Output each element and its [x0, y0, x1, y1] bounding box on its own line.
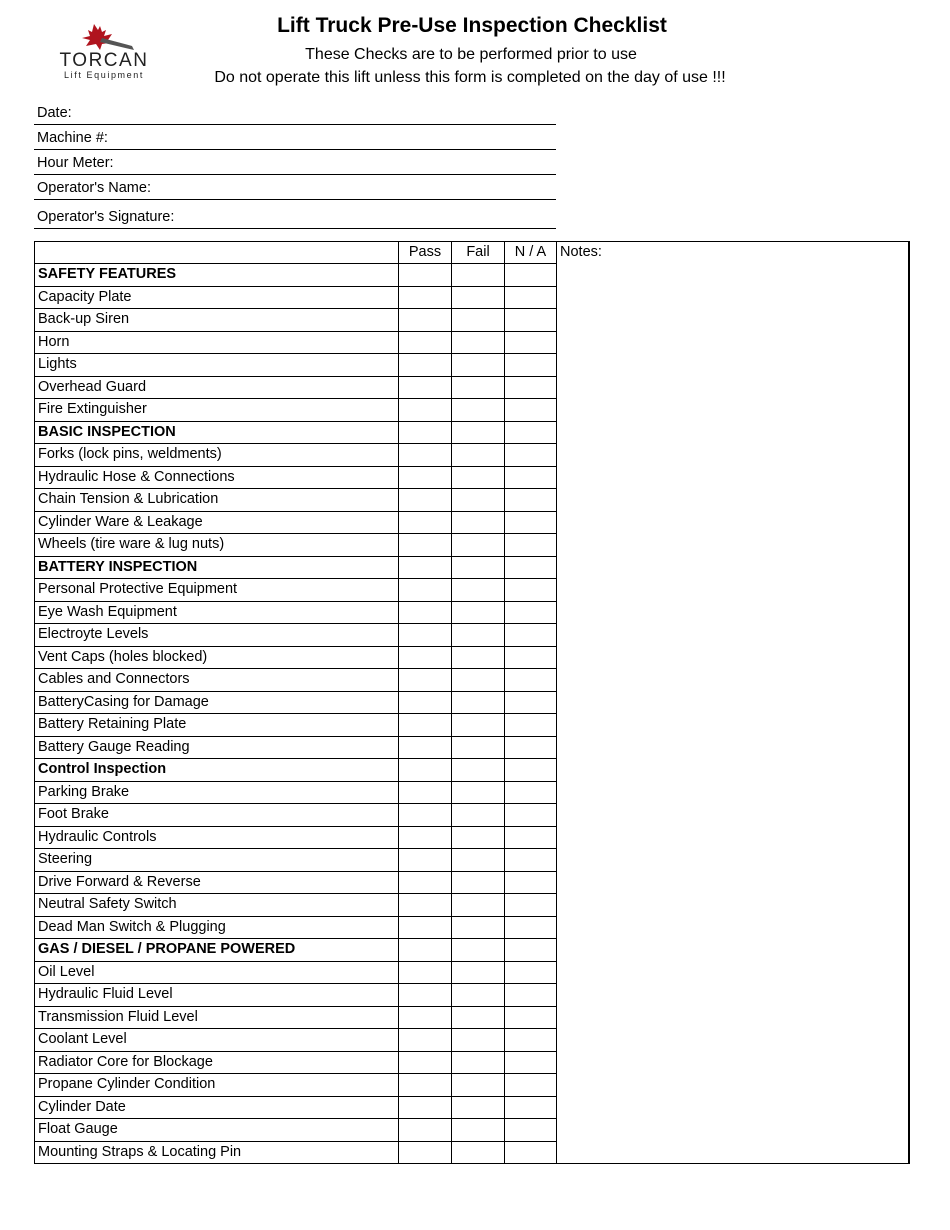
inspection-checklist-table	[34, 241, 910, 1164]
fail-checkbox-cell[interactable]	[452, 624, 505, 647]
na-checkbox-cell[interactable]	[505, 376, 557, 399]
fail-checkbox-cell[interactable]	[452, 309, 505, 332]
fail-checkbox-cell[interactable]	[452, 849, 505, 872]
pass-checkbox-cell[interactable]	[399, 399, 452, 422]
fail-checkbox-cell[interactable]	[452, 1119, 505, 1142]
fail-checkbox-cell[interactable]	[452, 466, 505, 489]
item-label: Horn	[35, 331, 399, 354]
fail-checkbox-cell[interactable]	[452, 444, 505, 467]
item-label: Cylinder Date	[35, 1096, 399, 1119]
item-label: Foot Brake	[35, 804, 399, 827]
na-checkbox-cell[interactable]	[505, 286, 557, 309]
operator-name-field[interactable]	[34, 175, 556, 200]
pass-checkbox-cell[interactable]	[399, 601, 452, 624]
fail-checkbox-cell[interactable]	[452, 286, 505, 309]
pass-checkbox-cell[interactable]	[399, 489, 452, 512]
na-checkbox-cell[interactable]	[505, 489, 557, 512]
pass-checkbox-cell[interactable]	[399, 916, 452, 939]
pass-checkbox-cell[interactable]	[399, 826, 452, 849]
pass-checkbox-cell[interactable]	[399, 421, 452, 444]
pass-checkbox-cell[interactable]	[399, 1074, 452, 1097]
pass-checkbox-cell[interactable]	[399, 556, 452, 579]
fail-checkbox-cell[interactable]	[452, 736, 505, 759]
item-label: Hydraulic Fluid Level	[35, 984, 399, 1007]
date-label: Date:	[37, 105, 72, 121]
item-label: Lights	[35, 354, 399, 377]
pass-checkbox-cell[interactable]	[399, 1029, 452, 1052]
page-subtitle: These Checks are to be performed prior to use	[305, 46, 637, 63]
fail-checkbox-cell[interactable]	[452, 556, 505, 579]
na-checkbox-cell[interactable]	[505, 579, 557, 602]
pass-checkbox-cell[interactable]	[399, 669, 452, 692]
item-label: Overhead Guard	[35, 376, 399, 399]
machine-number-label: Machine #:	[37, 130, 108, 146]
na-checkbox-cell[interactable]	[505, 421, 557, 444]
na-checkbox-cell[interactable]	[505, 826, 557, 849]
date-field[interactable]	[34, 100, 556, 125]
pass-column-header: Pass	[399, 242, 452, 264]
fail-checkbox-cell[interactable]	[452, 489, 505, 512]
na-checkbox-cell[interactable]	[505, 1141, 557, 1164]
na-checkbox-cell[interactable]	[505, 511, 557, 534]
item-label: Propane Cylinder Condition	[35, 1074, 399, 1097]
section-title: SAFETY FEATURES	[35, 264, 399, 287]
fail-checkbox-cell[interactable]	[452, 579, 505, 602]
fail-checkbox-cell[interactable]	[452, 646, 505, 669]
na-checkbox-cell[interactable]	[505, 691, 557, 714]
fail-checkbox-cell[interactable]	[452, 1074, 505, 1097]
item-label: Wheels (tire ware & lug nuts)	[35, 534, 399, 557]
na-checkbox-cell[interactable]	[505, 759, 557, 782]
pass-checkbox-cell[interactable]	[399, 264, 452, 287]
pass-checkbox-cell[interactable]	[399, 939, 452, 962]
section-title: Control Inspection	[35, 759, 399, 782]
na-checkbox-cell[interactable]	[505, 1051, 557, 1074]
na-checkbox-cell[interactable]	[505, 804, 557, 827]
pass-checkbox-cell[interactable]	[399, 1119, 452, 1142]
na-checkbox-cell[interactable]	[505, 444, 557, 467]
pass-checkbox-cell[interactable]	[399, 804, 452, 827]
operator-signature-label: Operator's Signature:	[37, 209, 175, 225]
na-checkbox-cell[interactable]	[505, 1029, 557, 1052]
na-checkbox-cell[interactable]	[505, 1119, 557, 1142]
item-label: Hydraulic Controls	[35, 826, 399, 849]
pass-checkbox-cell[interactable]	[399, 511, 452, 534]
item-label: Neutral Safety Switch	[35, 894, 399, 917]
fail-checkbox-cell[interactable]	[452, 601, 505, 624]
pass-checkbox-cell[interactable]	[399, 781, 452, 804]
logo-name: TORCAN	[59, 50, 149, 71]
item-label: Transmission Fluid Level	[35, 1006, 399, 1029]
fail-checkbox-cell[interactable]	[452, 354, 505, 377]
na-checkbox-cell[interactable]	[505, 849, 557, 872]
item-label: Oil Level	[35, 961, 399, 984]
item-label: Parking Brake	[35, 781, 399, 804]
pass-checkbox-cell[interactable]	[399, 1096, 452, 1119]
na-checkbox-cell[interactable]	[505, 534, 557, 557]
na-checkbox-cell[interactable]	[505, 601, 557, 624]
na-checkbox-cell[interactable]	[505, 399, 557, 422]
hour-meter-label: Hour Meter:	[37, 155, 114, 171]
na-checkbox-cell[interactable]	[505, 939, 557, 962]
na-checkbox-cell[interactable]	[505, 894, 557, 917]
item-label: BatteryCasing for Damage	[35, 691, 399, 714]
fail-checkbox-cell[interactable]	[452, 331, 505, 354]
item-label: Capacity Plate	[35, 286, 399, 309]
item-label: Steering	[35, 849, 399, 872]
item-label: Cables and Connectors	[35, 669, 399, 692]
na-checkbox-cell[interactable]	[505, 556, 557, 579]
machine-number-field[interactable]	[34, 125, 556, 150]
pass-checkbox-cell[interactable]	[399, 1141, 452, 1164]
pass-checkbox-cell[interactable]	[399, 736, 452, 759]
pass-checkbox-cell[interactable]	[399, 444, 452, 467]
fail-checkbox-cell[interactable]	[452, 264, 505, 287]
fail-checkbox-cell[interactable]	[452, 871, 505, 894]
fail-checkbox-cell[interactable]	[452, 534, 505, 557]
pass-checkbox-cell[interactable]	[399, 871, 452, 894]
fail-checkbox-cell[interactable]	[452, 399, 505, 422]
fail-checkbox-cell[interactable]	[452, 1006, 505, 1029]
item-label: Battery Retaining Plate	[35, 714, 399, 737]
fail-checkbox-cell[interactable]	[452, 421, 505, 444]
fail-checkbox-cell[interactable]	[452, 939, 505, 962]
pass-checkbox-cell[interactable]	[399, 1006, 452, 1029]
pass-checkbox-cell[interactable]	[399, 309, 452, 332]
na-checkbox-cell[interactable]	[505, 871, 557, 894]
item-label: Fire Extinguisher	[35, 399, 399, 422]
na-checkbox-cell[interactable]	[505, 916, 557, 939]
pass-checkbox-cell[interactable]	[399, 759, 452, 782]
item-label: Mounting Straps & Locating Pin	[35, 1141, 399, 1164]
na-checkbox-cell[interactable]	[505, 781, 557, 804]
pass-checkbox-cell[interactable]	[399, 376, 452, 399]
na-checkbox-cell[interactable]	[505, 624, 557, 647]
fail-checkbox-cell[interactable]	[452, 759, 505, 782]
logo-subtitle: Lift Equipment	[64, 70, 144, 80]
na-checkbox-cell[interactable]	[505, 714, 557, 737]
pass-checkbox-cell[interactable]	[399, 714, 452, 737]
na-checkbox-cell[interactable]	[505, 264, 557, 287]
fail-checkbox-cell[interactable]	[452, 781, 505, 804]
item-label: Chain Tension & Lubrication	[35, 489, 399, 512]
pass-checkbox-cell[interactable]	[399, 984, 452, 1007]
fail-checkbox-cell[interactable]	[452, 669, 505, 692]
na-checkbox-cell[interactable]	[505, 331, 557, 354]
na-checkbox-cell[interactable]	[505, 1096, 557, 1119]
operator-name-label: Operator's Name:	[37, 180, 151, 196]
fail-checkbox-cell[interactable]	[452, 511, 505, 534]
section-title: BASIC INSPECTION	[35, 421, 399, 444]
fail-checkbox-cell[interactable]	[452, 804, 505, 827]
pass-checkbox-cell[interactable]	[399, 286, 452, 309]
page-title: Lift Truck Pre-Use Inspection Checklist	[277, 14, 667, 37]
pass-checkbox-cell[interactable]	[399, 646, 452, 669]
fail-checkbox-cell[interactable]	[452, 376, 505, 399]
na-checkbox-cell[interactable]	[505, 354, 557, 377]
item-label: Dead Man Switch & Plugging	[35, 916, 399, 939]
hour-meter-field[interactable]	[34, 150, 556, 175]
item-label: Hydraulic Hose & Connections	[35, 466, 399, 489]
fail-checkbox-cell[interactable]	[452, 916, 505, 939]
item-label: Forks (lock pins, weldments)	[35, 444, 399, 467]
fail-checkbox-cell[interactable]	[452, 1051, 505, 1074]
pass-checkbox-cell[interactable]	[399, 849, 452, 872]
operator-signature-field[interactable]	[34, 204, 556, 229]
fail-checkbox-cell[interactable]	[452, 1096, 505, 1119]
na-column-header: N / A	[505, 242, 557, 264]
pass-checkbox-cell[interactable]	[399, 894, 452, 917]
pass-checkbox-cell[interactable]	[399, 354, 452, 377]
item-label: Electroyte Levels	[35, 624, 399, 647]
item-label: Radiator Core for Blockage	[35, 1051, 399, 1074]
pass-checkbox-cell[interactable]	[399, 961, 452, 984]
na-checkbox-cell[interactable]	[505, 646, 557, 669]
item-label: Personal Protective Equipment	[35, 579, 399, 602]
item-label: Cylinder Ware & Leakage	[35, 511, 399, 534]
notes-area[interactable]	[557, 242, 909, 1164]
fail-checkbox-cell[interactable]	[452, 714, 505, 737]
section-title: GAS / DIESEL / PROPANE POWERED	[35, 939, 399, 962]
header-blank-cell	[35, 242, 399, 264]
na-checkbox-cell[interactable]	[505, 736, 557, 759]
na-checkbox-cell[interactable]	[505, 669, 557, 692]
pass-checkbox-cell[interactable]	[399, 624, 452, 647]
fail-checkbox-cell[interactable]	[452, 1141, 505, 1164]
item-label: Drive Forward & Reverse	[35, 871, 399, 894]
na-checkbox-cell[interactable]	[505, 1006, 557, 1029]
warning-text: Do not operate this lift unless this form is completed on the day of use !!!	[214, 69, 726, 86]
na-checkbox-cell[interactable]	[505, 961, 557, 984]
na-checkbox-cell[interactable]	[505, 309, 557, 332]
item-label: Eye Wash Equipment	[35, 601, 399, 624]
na-checkbox-cell[interactable]	[505, 1074, 557, 1097]
fail-checkbox-cell[interactable]	[452, 984, 505, 1007]
fail-checkbox-cell[interactable]	[452, 1029, 505, 1052]
item-label: Battery Gauge Reading	[35, 736, 399, 759]
item-label: Coolant Level	[35, 1029, 399, 1052]
notes-label: Notes:	[560, 244, 602, 260]
fail-checkbox-cell[interactable]	[452, 826, 505, 849]
pass-checkbox-cell[interactable]	[399, 534, 452, 557]
fail-checkbox-cell[interactable]	[452, 691, 505, 714]
section-title: BATTERY INSPECTION	[35, 556, 399, 579]
na-checkbox-cell[interactable]	[505, 984, 557, 1007]
fail-column-header: Fail	[452, 242, 505, 264]
pass-checkbox-cell[interactable]	[399, 466, 452, 489]
table-header-row	[35, 242, 909, 264]
item-label: Float Gauge	[35, 1119, 399, 1142]
fail-checkbox-cell[interactable]	[452, 894, 505, 917]
item-label: Vent Caps (holes blocked)	[35, 646, 399, 669]
na-checkbox-cell[interactable]	[505, 466, 557, 489]
item-label: Back-up Siren	[35, 309, 399, 332]
pass-checkbox-cell[interactable]	[399, 331, 452, 354]
fail-checkbox-cell[interactable]	[452, 961, 505, 984]
pass-checkbox-cell[interactable]	[399, 1051, 452, 1074]
pass-checkbox-cell[interactable]	[399, 579, 452, 602]
pass-checkbox-cell[interactable]	[399, 691, 452, 714]
